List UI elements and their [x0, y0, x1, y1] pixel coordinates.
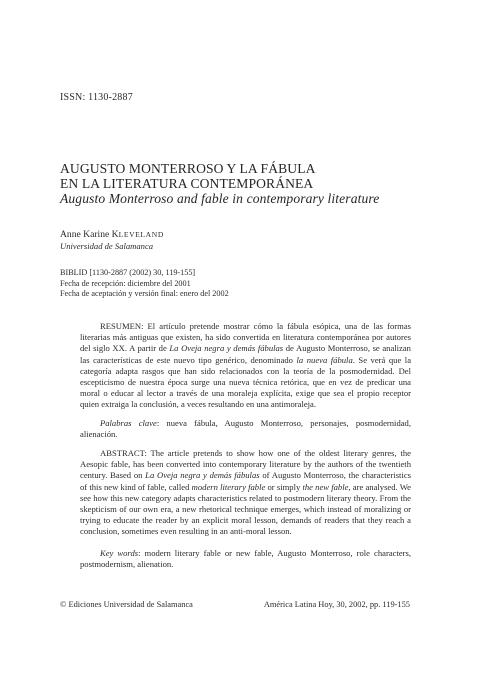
resumen-text-b: de Augusto Monterroso, se analizan las características de este nuevo tipo genérico, denominado	[80, 343, 411, 365]
resumen-book-title: La Oveja negra y demás fábulas	[169, 343, 284, 354]
author-last: LEVELAND	[118, 230, 164, 239]
biblid-line: BIBLID [1130-2887 (2002) 30, 119-155]	[60, 268, 196, 277]
abstract-term-1: modern literary fable	[191, 481, 266, 492]
article-title	[60, 161, 440, 206]
footer-citation: América Latina Hoy, 30, 2002, pp. 119-155	[263, 600, 410, 609]
biblid-block	[60, 268, 420, 300]
abstract-paragraph	[80, 448, 411, 538]
author-first: Anne Karine K	[60, 229, 119, 240]
keywords-text: : modern literary fable or new fable, Augusto Monterroso, role characters, postmodernism, alienation.	[80, 548, 411, 570]
abstract-book-title: La Oveja negra y demás fábulas	[145, 470, 260, 481]
abstract-text-d: , are analysed. We see how this new category adapts characteristics related to postmodern literary theory. From the skepticism of our own era, a new rhetorical technique emerges, which instead of moralizing or trying to educate the reader by an explicit moral lesson, demands of readers that they reach a conclusion, sometimes even resulting in an anti-moral lesson.	[80, 481, 411, 537]
resumen-paragraph	[80, 321, 411, 411]
key-words	[80, 548, 411, 570]
abstract-text-b: of Augusto Monterroso, the characteristics of this new kind of fable, called	[80, 470, 411, 492]
resumen-term: la nueva fábula	[296, 354, 353, 365]
keywords-label: Key words	[100, 548, 139, 558]
footer-publisher: © Ediciones Universidad de Salamanca	[60, 600, 193, 609]
abstract-text-a: ABSTRACT: The article pretends to show how one of the oldest literary genres, the Aesopic fable, has been converted into contemporary literature by the authors of the twentieth century. Based on	[80, 448, 411, 481]
palabras-text: : nueva fábula, Augusto Monterroso, personajes, posmodernidad, alienación.	[80, 418, 411, 440]
abstract-term-2: the new fable	[302, 481, 349, 492]
title-line-2: EN LA LITERATURA CONTEMPORÁNEA	[60, 176, 314, 191]
resumen-text-c: . Se verá que la categoría adapta rasgos que han sido relacionados con la teoría de la posmodernidad. Del escepticismo de nuestra época surge una nueva técnica retórica, que en vez de predicar una moral o educar al lector a través de una moraleja explícita, exige que sea el propio receptor quien extraiga la conclusión, a veces resultando en una antimoraleja.	[80, 354, 412, 410]
abstract-text-c: or simply	[265, 481, 303, 492]
palabras-clave	[80, 418, 411, 440]
palabras-label: Palabras clave	[100, 418, 157, 428]
title-line-1: AUGUSTO MONTERROSO Y LA FÁBULA	[60, 161, 316, 176]
reception-date: Fecha de recepción: diciembre del 2001	[60, 278, 191, 288]
author-affiliation: Universidad de Salamanca	[60, 241, 154, 251]
resumen-text-a: RESUMEN: El artículo pretende mostrar cómo la fábula esópica, una de las formas literarias más antiguas que existen, ha sido convertida en literatura contemporánea por autores del siglo XX. A partir de	[80, 321, 411, 354]
acceptance-date: Fecha de aceptación y versión final: enero del 2002	[60, 289, 229, 299]
author-name	[60, 229, 164, 240]
title-english: Augusto Monterroso and fable in contemporary literature	[60, 191, 380, 206]
issn-number: ISSN: 1130-2887	[60, 92, 133, 103]
